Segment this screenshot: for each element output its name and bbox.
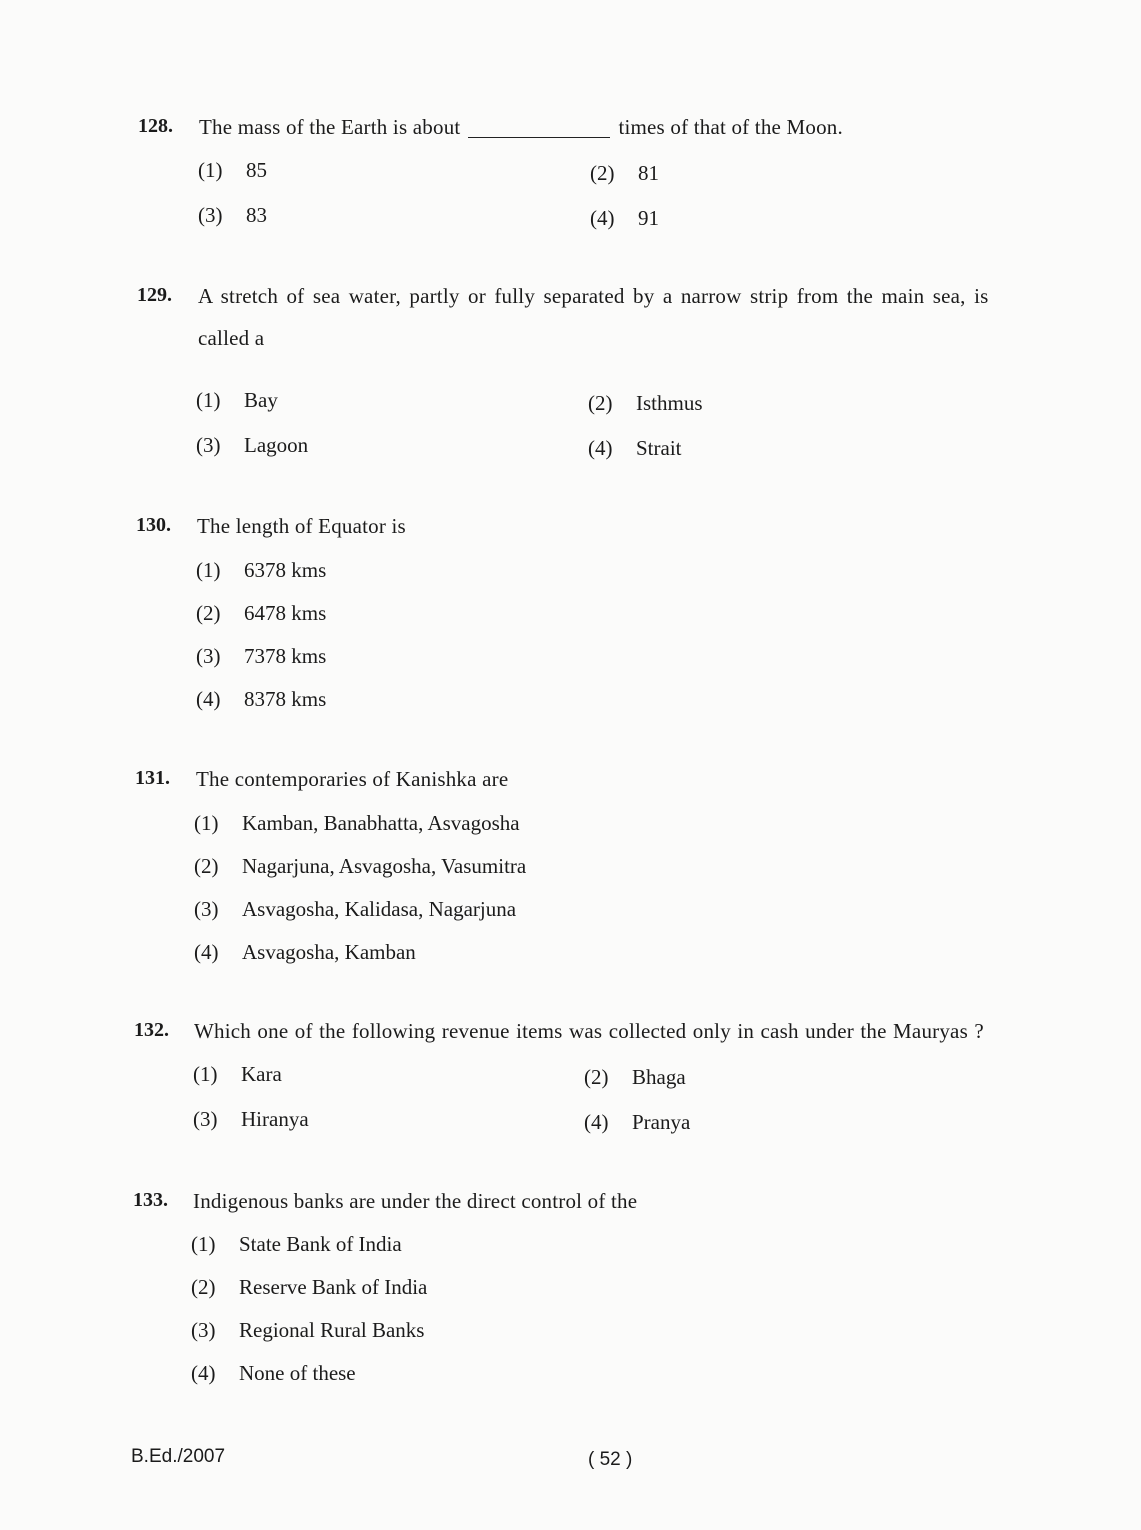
question-number: 132. xyxy=(134,1019,169,1041)
option-4: (4) None of these xyxy=(191,1361,356,1385)
answer-blank xyxy=(468,119,610,138)
option-3: (3) Regional Rural Banks xyxy=(191,1318,425,1342)
option-2: (2) Bhaga xyxy=(584,1065,686,1089)
option-4: (4) Strait xyxy=(588,436,682,460)
question-number: 133. xyxy=(133,1189,168,1211)
question-text-line-2: called a xyxy=(198,326,265,350)
option-1: (1) 6378 kms xyxy=(196,558,327,582)
option-4: (4) Pranya xyxy=(584,1110,691,1134)
option-1: (1) State Bank of India xyxy=(191,1232,402,1256)
option-4: (4) 8378 kms xyxy=(196,687,327,711)
option-2: (2) Nagarjuna, Asvagosha, Vasumitra xyxy=(194,854,527,878)
page-number: ( 52 ) xyxy=(588,1449,633,1470)
question-number: 130. xyxy=(136,514,171,536)
question-text-line-1: A stretch of sea water, partly or fully separated by a narrow strip from the main sea, is xyxy=(198,284,989,308)
question-number: 129. xyxy=(137,284,172,306)
question-number: 128. xyxy=(138,115,173,137)
option-4: (4) Asvagosha, Kamban xyxy=(194,940,416,964)
option-2: (2) 6478 kms xyxy=(196,601,327,625)
option-3: (3) 7378 kms xyxy=(196,644,327,668)
option-1: (1) 85 xyxy=(198,158,267,182)
option-2: (2) Reserve Bank of India xyxy=(191,1275,428,1299)
exam-code-footer: B.Ed./2007 xyxy=(131,1446,226,1467)
option-2: (2) 81 xyxy=(590,161,659,185)
option-1: (1) Bay xyxy=(196,388,278,412)
option-3: (3) Hiranya xyxy=(193,1107,309,1131)
question-text: The mass of the Earth is about times of that of the Moon. xyxy=(199,115,843,139)
option-1: (1) Kamban, Banabhatta, Asvagosha xyxy=(194,811,520,835)
option-2: (2) Isthmus xyxy=(588,391,703,415)
option-1: (1) Kara xyxy=(193,1062,282,1086)
question-text: Indigenous banks are under the direct control of the xyxy=(193,1189,638,1213)
question-text: The length of Equator is xyxy=(197,514,406,538)
option-4: (4) 91 xyxy=(590,206,659,230)
question-text: Which one of the following revenue items was collected only in cash under the Mauryas ? xyxy=(194,1019,984,1043)
option-3: (3) Lagoon xyxy=(196,433,309,457)
question-number: 131. xyxy=(135,767,170,789)
option-3: (3) 83 xyxy=(198,203,267,227)
option-3: (3) Asvagosha, Kalidasa, Nagarjuna xyxy=(194,897,517,921)
question-text: The contemporaries of Kanishka are xyxy=(196,767,509,791)
